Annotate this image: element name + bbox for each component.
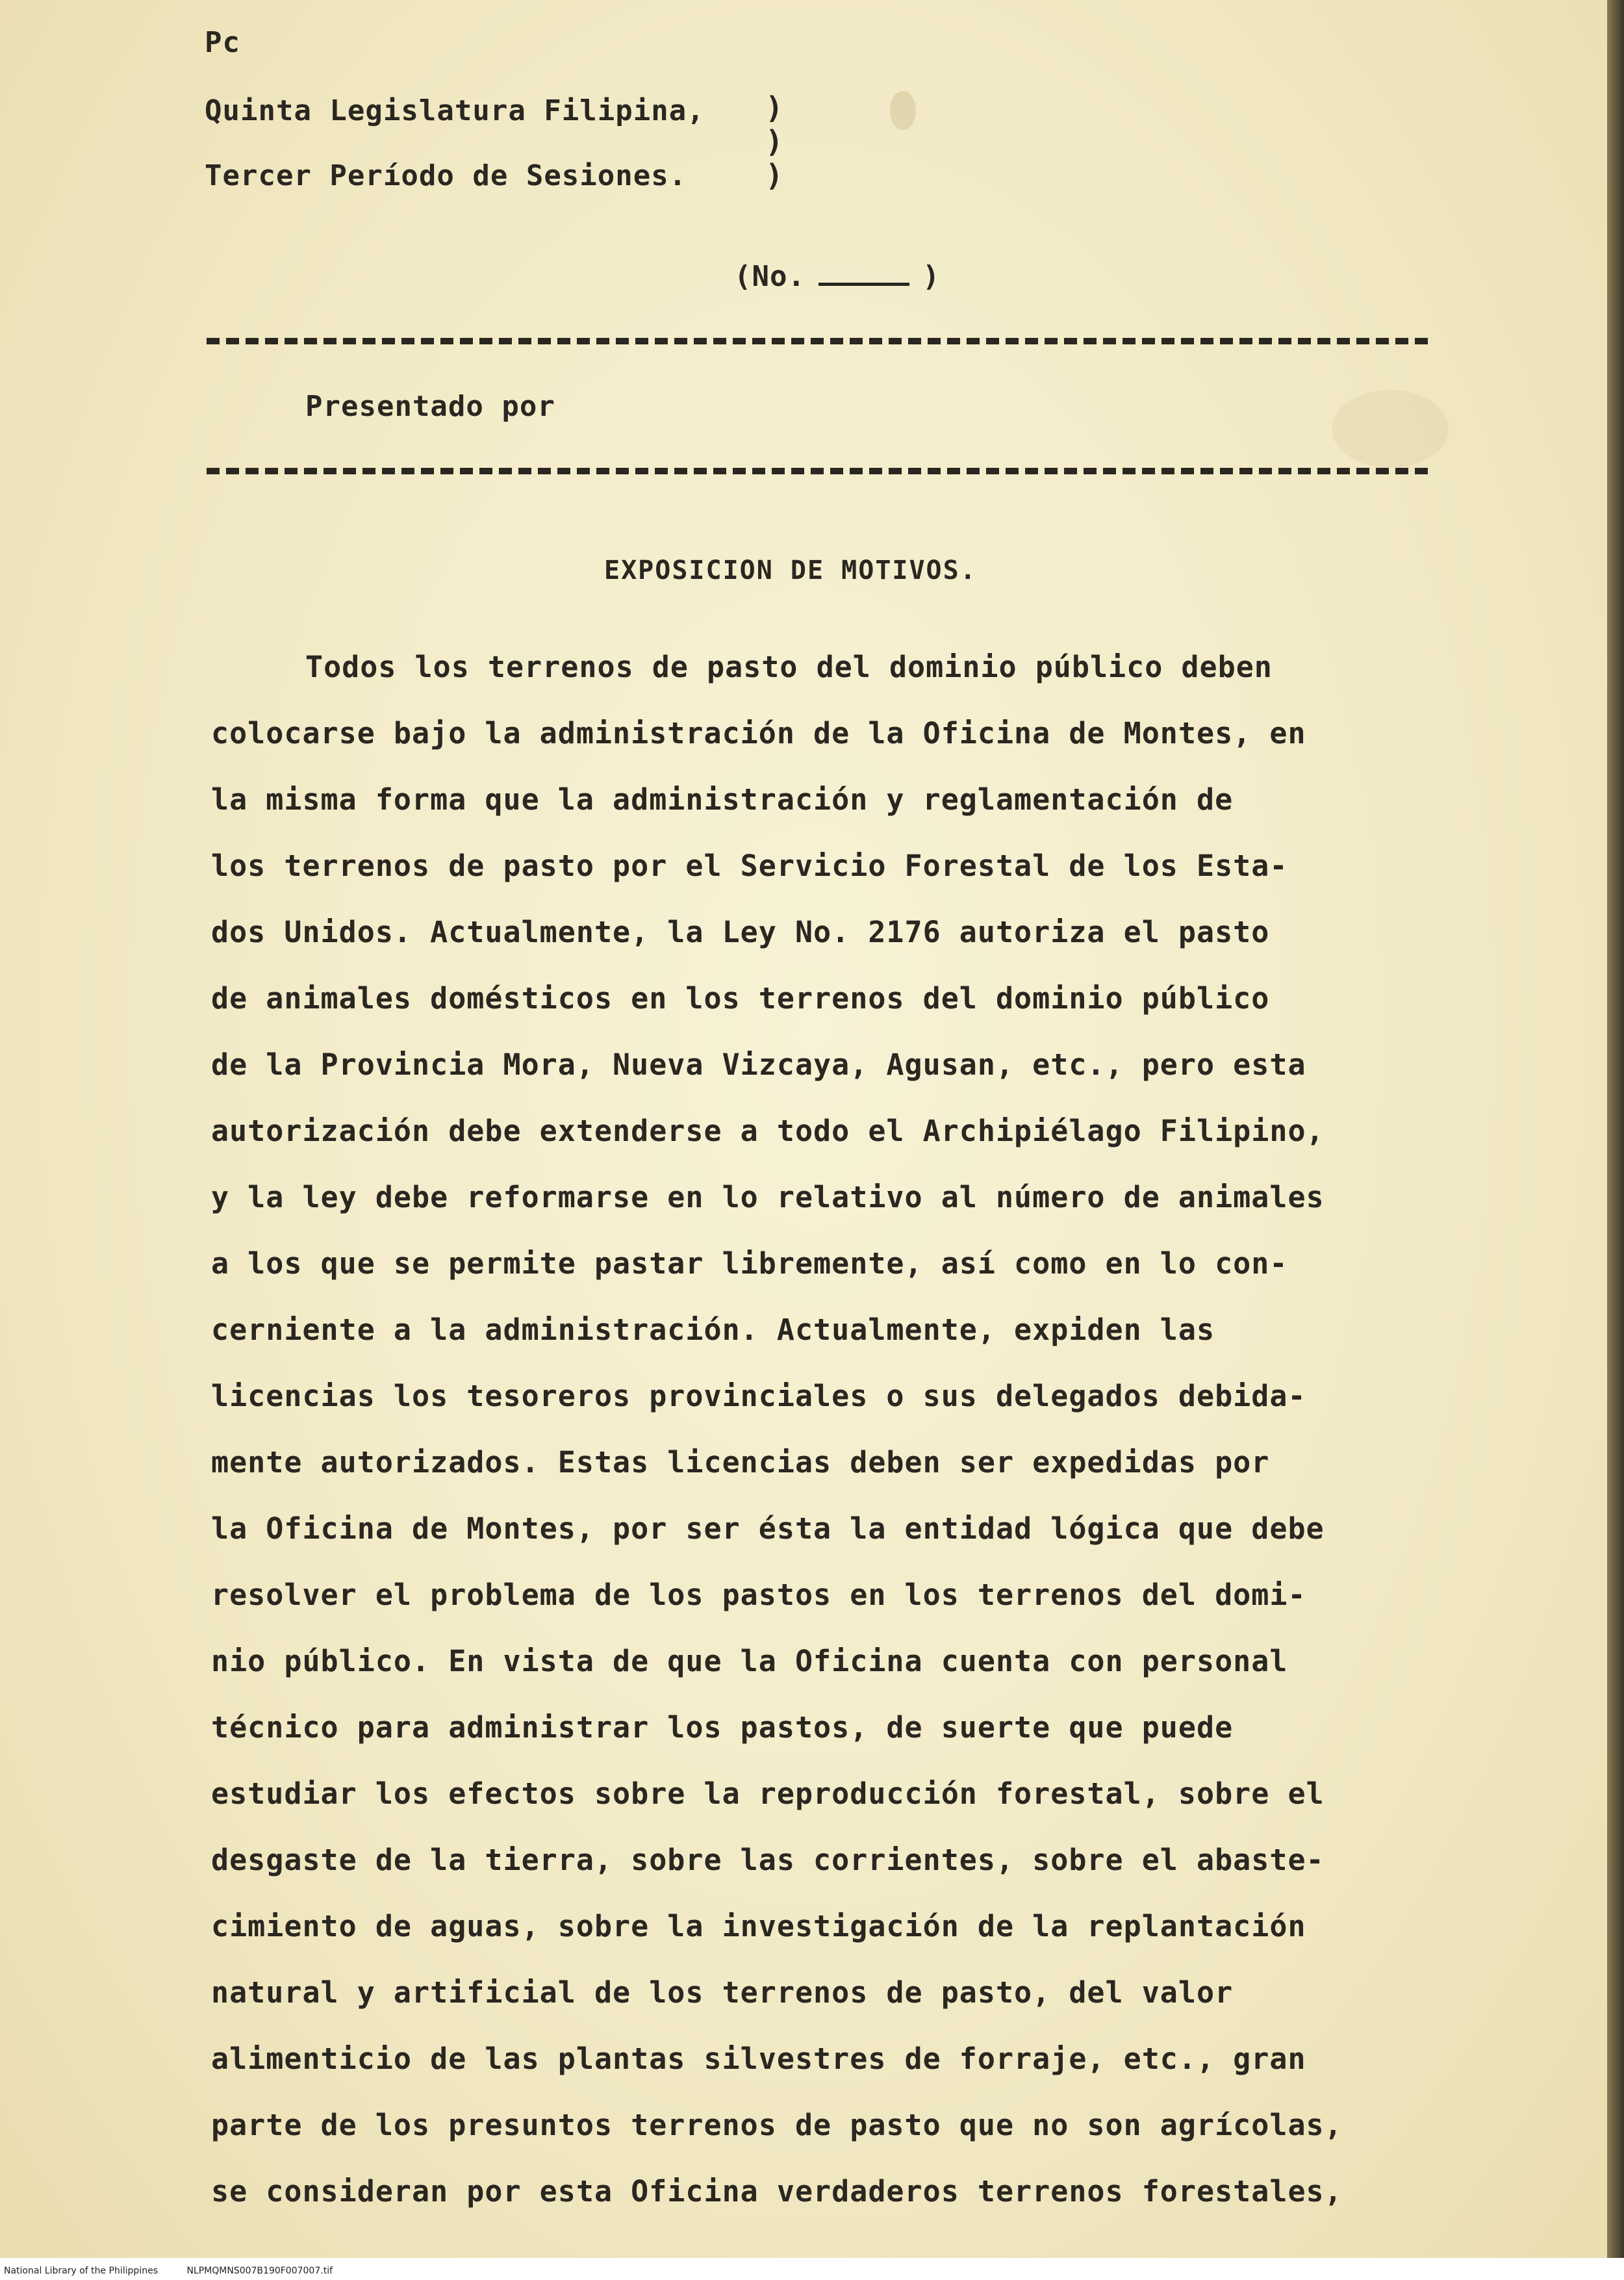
body-line: desgaste de la tierra, sobre las corrientes, sobre el abaste- xyxy=(211,1843,1325,1877)
body-line: los terrenos de pasto por el Servicio Forestal de los Esta- xyxy=(211,849,1288,883)
body-line: se consideran por esta Oficina verdaderos terrenos forestales, xyxy=(211,2174,1343,2209)
body-line: cimiento de aguas, sobre la investigación de la replantación xyxy=(211,1909,1306,1943)
body-line: natural y artificial de los terrenos de pasto, del valor xyxy=(211,1975,1234,2010)
body-line: dos Unidos. Actualmente, la Ley No. 2176 autoriza el pasto xyxy=(211,915,1270,949)
body-line: de animales domésticos en los terrenos del dominio público xyxy=(211,981,1270,1016)
footer-library: National Library of the Philippines xyxy=(4,2266,158,2276)
body-line: a los que se permite pastar libremente, así como en lo con- xyxy=(211,1246,1288,1281)
body-line: autorización debe extenderse a todo el Archipiélago Filipino, xyxy=(211,1114,1325,1148)
body-line: parte de los presuntos terrenos de pasto que no son agrícolas, xyxy=(211,2108,1343,2142)
body-line: colocarse bajo la administración de la Oficina de Montes, en xyxy=(211,716,1306,750)
document-title: EXPOSICION DE MOTIVOS. xyxy=(604,556,977,585)
body-line: nio público. En vista de que la Oficina cuenta con personal xyxy=(211,1644,1288,1678)
presented-by: Presentado por xyxy=(305,390,555,423)
footer-text xyxy=(4,2266,359,2276)
body-line: resolver el problema de los pastos en los terrenos del domi- xyxy=(211,1578,1306,1612)
body-line: estudiar los efectos sobre la reproducción forestal, sobre el xyxy=(211,1776,1325,1811)
body-line: Todos los terrenos de pasto del dominio público deben xyxy=(305,650,1273,684)
number-blank xyxy=(818,261,909,286)
body-line: y la ley debe reformarse en lo relativo al número de animales xyxy=(211,1180,1325,1214)
footer-bar xyxy=(0,2258,1624,2280)
document-number xyxy=(734,260,940,293)
dashed-divider xyxy=(207,468,1428,474)
scan-edge xyxy=(1607,0,1624,2280)
body-line: de la Provincia Mora, Nueva Vizcaya, Agusan, etc., pero esta xyxy=(211,1047,1306,1082)
stain-mark xyxy=(890,91,916,130)
header-line-2: Tercer Período de Sesiones. xyxy=(205,159,687,192)
footer-file-id: NLPMQMNS007B190F007007.tif xyxy=(186,2266,333,2276)
body-line: licencias los tesoreros provinciales o sus delegados debida- xyxy=(211,1379,1306,1413)
header-line-1: Quinta Legislatura Filipina, xyxy=(205,94,705,127)
number-close: ) xyxy=(922,260,941,293)
body-line: mente autorizados. Estas licencias deben ser expedidas por xyxy=(211,1445,1270,1479)
body-line: la Oficina de Montes, por ser ésta la entidad lógica que debe xyxy=(211,1511,1325,1546)
brace-glyph: ) ) ) xyxy=(765,90,783,193)
body-line: técnico para administrar los pastos, de suerte que puede xyxy=(211,1710,1234,1745)
dashed-divider xyxy=(207,338,1428,344)
document-mark: Pc xyxy=(205,26,240,59)
body-line: alimenticio de las plantas silvestres de forraje, etc., gran xyxy=(211,2042,1306,2076)
number-label: (No. xyxy=(734,260,806,293)
body-line: cerniente a la administración. Actualmente, expiden las xyxy=(211,1313,1215,1347)
stain-mark xyxy=(1332,390,1449,468)
body-line: la misma forma que la administración y reglamentación de xyxy=(211,782,1234,817)
